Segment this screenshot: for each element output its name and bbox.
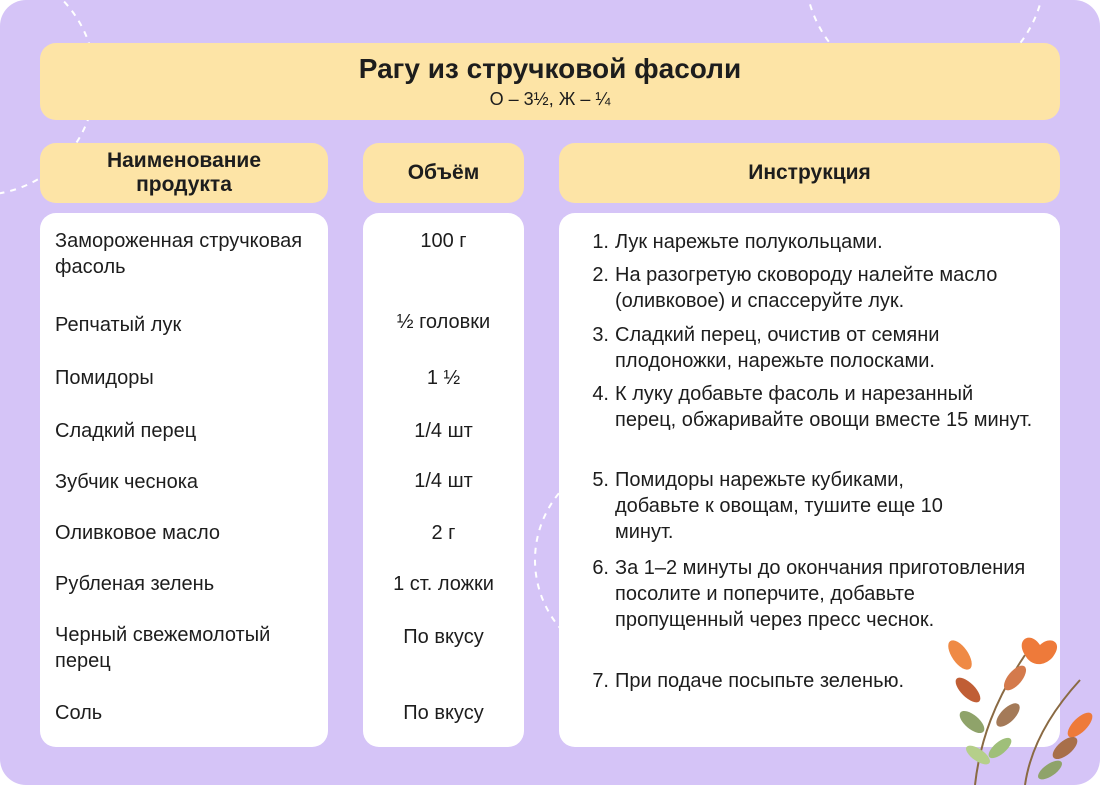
header-volume — [363, 143, 524, 203]
ingredient-name: Замороженная стручковая фасоль — [55, 230, 303, 278]
step-number: 3. — [592, 324, 609, 346]
ingredient-amount: 2 г — [431, 522, 456, 544]
instruction-step — [579, 555, 1034, 633]
ingredient-name: Репчатый лук — [55, 314, 182, 336]
step-number: 4. — [592, 383, 609, 405]
title-banner — [40, 43, 1060, 120]
step-text: Помидоры нарежьте кубиками, добавьте к овощам, тушите еще 10 минут. — [615, 469, 943, 543]
instruction-step — [579, 322, 999, 374]
header-volume-label: Объём — [407, 161, 480, 184]
instruction-step — [579, 381, 1034, 433]
ingredient-amount: 1/4 шт — [414, 470, 473, 492]
step-text: Сладкий перец, очистив от семяни плодоножки, нарежьте полосками. — [615, 324, 940, 372]
header-product-label: Наименование продукта — [106, 149, 262, 196]
ingredient-name: Соль — [55, 702, 103, 724]
header-instruction-label: Инструкция — [748, 161, 871, 184]
step-number: 2. — [592, 264, 609, 286]
step-number: 1. — [592, 231, 609, 253]
amounts-panel — [363, 213, 524, 747]
step-number: 5. — [592, 469, 609, 491]
recipe-title: Рагу из стручковой фасоли — [358, 53, 742, 84]
ingredient-amount: 1 ½ — [426, 367, 461, 389]
ingredient-name: Рубленая зелень — [55, 573, 215, 595]
step-number: 7. — [592, 670, 609, 692]
ingredient-name: Помидоры — [55, 367, 154, 389]
ingredients-panel — [40, 213, 328, 747]
ingredient-amount: По вкусу — [403, 626, 484, 648]
ingredient-amount: 100 г — [420, 230, 467, 252]
step-text: На разогретую сковороду налейте масло (оливковое) и спассеруйте лук. — [615, 264, 998, 312]
header-product — [40, 143, 328, 203]
decorative-plant-icon — [930, 630, 1100, 785]
instruction-step — [579, 467, 979, 545]
ingredient-amount: 1 ст. ложки — [393, 573, 494, 595]
instruction-step — [579, 229, 1019, 255]
ingredient-name: Черный свежемолотый перец — [55, 624, 271, 672]
instruction-step — [579, 262, 999, 314]
ingredient-amount: 1/4 шт — [414, 420, 473, 442]
step-text: К луку добавьте фасоль и нарезанный перец, обжаривайте овощи вместе 15 минут. — [615, 383, 1033, 431]
ingredient-name: Зубчик чеснока — [55, 471, 199, 493]
recipe-subtitle: О – 3½, Ж – ¼ — [489, 89, 611, 109]
step-text: За 1–2 минуты до окончания приготовления посолите и поперчите, добавьте пропущенный через пресс чеснок. — [615, 557, 1026, 631]
ingredient-name: Сладкий перец — [55, 420, 197, 442]
ingredient-name: Оливковое масло — [55, 522, 220, 544]
step-text: Лук нарежьте полукольцами. — [615, 231, 883, 253]
ingredient-amount: ½ головки — [396, 311, 491, 333]
header-instruction — [559, 143, 1060, 203]
step-text: При подаче посыпьте зеленью. — [615, 670, 905, 692]
ingredient-amount: По вкусу — [403, 702, 484, 724]
step-number: 6. — [592, 557, 609, 579]
